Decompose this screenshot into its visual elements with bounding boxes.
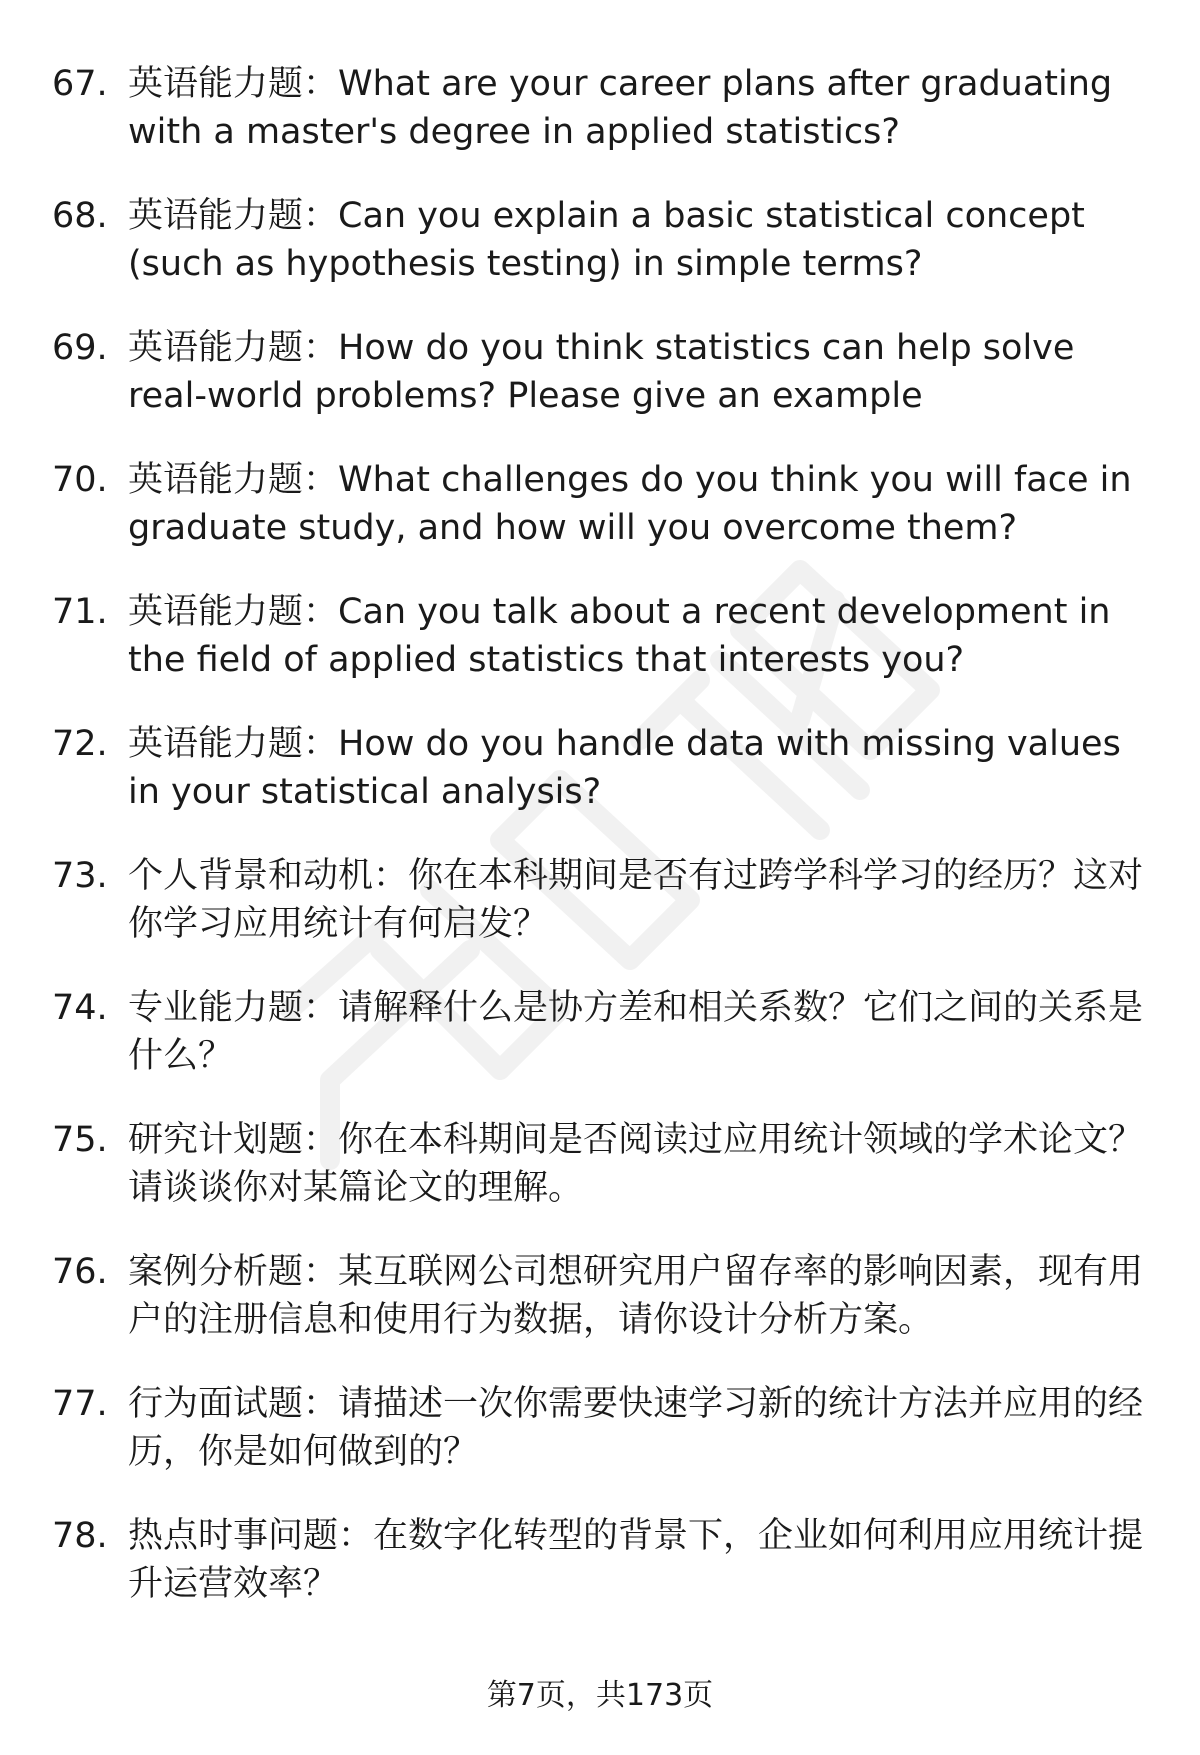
question-item: [52, 192, 1162, 288]
question-item: [52, 1116, 1162, 1212]
question-text: 英语能力题：Can you talk about a recent development in the field of applied statistics that interests you?: [128, 592, 1111, 680]
question-number: 70.: [52, 460, 108, 500]
question-number: 74.: [52, 988, 108, 1028]
question-number: 75.: [52, 1120, 108, 1160]
question-text: 英语能力题：What challenges do you think you will face in graduate study, and how will you overcome them?: [128, 460, 1132, 548]
question-item: [52, 1512, 1162, 1608]
question-list: [52, 60, 1162, 1644]
question-item: [52, 984, 1162, 1080]
question-text: 研究计划题：你在本科期间是否阅读过应用统计领域的学术论文？请谈谈你对某篇论文的理解。: [128, 1120, 1144, 1208]
question-number: 68.: [52, 196, 108, 236]
question-item: [52, 324, 1162, 420]
question-text: 英语能力题：Can you explain a basic statistical concept (such as hypothesis testing) in simple terms?: [128, 196, 1085, 284]
question-item: [52, 1248, 1162, 1344]
question-item: [52, 588, 1162, 684]
question-text: 英语能力题：How do you handle data with missing values in your statistical analysis?: [128, 724, 1121, 812]
question-number: 72.: [52, 724, 108, 764]
question-item: [52, 60, 1162, 156]
page-number-footer: 第7页，共173页: [486, 1678, 714, 1713]
question-text: 英语能力题：What are your career plans after graduating with a master's degree in applied statistics?: [128, 64, 1113, 152]
question-text: 专业能力题：请解释什么是协方差和相关系数？它们之间的关系是什么？: [128, 988, 1144, 1076]
question-item: [52, 456, 1162, 552]
question-text: 热点时事问题：在数字化转型的背景下，企业如何利用应用统计提升运营效率？: [128, 1516, 1144, 1604]
question-number: 69.: [52, 328, 108, 368]
question-number: 78.: [52, 1516, 108, 1556]
question-text: 个人背景和动机：你在本科期间是否有过跨学科学习的经历？这对你学习应用统计有何启发？: [128, 856, 1144, 944]
question-number: 77.: [52, 1384, 108, 1424]
question-item: [52, 720, 1162, 816]
question-text: 行为面试题：请描述一次你需要快速学习新的统计方法并应用的经历，你是如何做到的？: [128, 1384, 1144, 1472]
question-number: 73.: [52, 856, 108, 896]
question-text: 案例分析题：某互联网公司想研究用户留存率的影响因素，现有用户的注册信息和使用行为数据，请你设计分析方案。: [128, 1252, 1144, 1340]
question-item: [52, 852, 1162, 948]
question-item: [52, 1380, 1162, 1476]
question-number: 71.: [52, 592, 108, 632]
question-number: 67.: [52, 64, 108, 104]
question-text: 英语能力题：How do you think statistics can help solve real-world problems? Please give an example: [128, 328, 1075, 416]
question-number: 76.: [52, 1252, 108, 1292]
